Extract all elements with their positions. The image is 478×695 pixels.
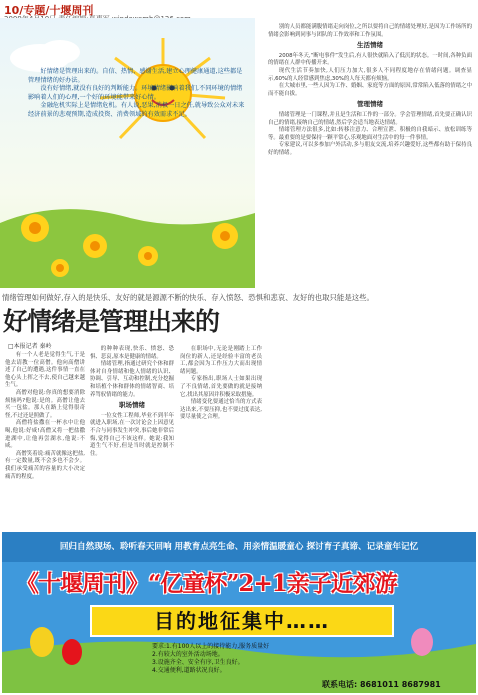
paragraph: 现代生活节奏加快,人们压力加大,很多人不同程度地存在情绪问题。调查显示,60%的人经常感到焦虑,30%的人每天都有烦恼。 [268,67,472,82]
article-column-3 [180,346,262,422]
intro-paragraph: 金融危机实际上是情绪危机。有人说,恶果,消极一日之任,就导致公众对未来经济前景的悲观预期,造成投资、消费领域的有效需求不足。 [28,102,245,118]
paragraph: 有一个人老是觉得生气,于是他去请教一位高僧。他向高僧讲述了自己的遭遇,这件事情一直在他心头上挥之不去,使自己越来越生气。 [5,352,85,389]
section-label: 10/专题/十堰周刊 [4,4,94,17]
requirement-item: 4.交通便利,道路状况良好。 [152,667,226,674]
ad-slogan: 回归自然现场、聆听春天回响 用教育点亮生命、用亲情温暖童心 探讨育子真谛、记录童年记忆 [59,542,419,552]
paragraph: 高僧对他说:你真的想要消除烦恼吗?他说:是的。高僧让他去买一包盐。那人在路上觉得很奇怪,不过还是照做了。 [5,389,85,419]
requirements-list [152,643,452,675]
article-column-4 [268,24,472,158]
article-column-1 [5,352,85,481]
section-heading: 生活情绪 [357,41,383,50]
intro-paragraph: 好情绪是管理出来的。自信、热情、感谢生活,建立心理健康通道,这些都是管理情绪的好办法。 [28,68,243,84]
paragraph: 别的人员都能满腹情绪走向岗位,之所以要将自己的情绪处理好,是因为工作场所的情绪会影响到同事与团队的工作效率和工作氛围。 [268,24,472,38]
article-column-2 [90,346,174,458]
paragraph: 情绪管理是一门课程,并且是生活和工作的一部分。学会管理情绪,首先要正确认识自己的情绪,接纳自己的情绪,然后学会适当地表达情绪。 [268,111,472,126]
paragraph: 的种种表现,快乐、愤怒、恐惧、悲哀,原本是健康的情绪。 [90,346,174,360]
sun-flowers-illustration [0,18,255,288]
paragraph: 一位女性工程师,毕业不到半年就进入职场,在一次讨论会上因意见不合与同事发生冲突,事后她非常后悔,觉得自己不该这样。她说:我知道生气不好,但是当时就是控制不住。 [90,412,174,457]
destination-banner: 目的地征集中…… [90,605,394,637]
requirement-item: 2.有较大的室外活动场地。 [152,651,224,658]
intro-paragraph: 没有好情绪,就没有良好的判断能力。环境情绪影响着我们,不同环境的情绪影响着人们的心理,一个好的环境能带来好心情。 [28,85,243,101]
image-caption: 情绪管理如何做好,存入的是快乐、友好的就是源源不断的快乐、存入愤怒、恐惧和悲哀、友好的也取只能是这些。 [2,293,374,302]
paragraph: 情绪变化要通过恰当的方式表达出来,不要压抑,也不要过度表达,要尽量使之合理。 [180,399,262,421]
paragraph: 专家建议,可以多参加户外活动,多与朋友交流,培养兴趣爱好,这些都有助于保持良好的情绪。 [268,142,472,156]
article-title: 好情绪是管理出来的 [3,307,220,336]
paragraph: 高僧将盐撒在一杯水中让他喝,他说:好咸!高僧又将一把盐撒进湖中,让他再尝湖水,他说:不咸。 [5,420,85,450]
paragraph: 情绪管理,指通过研究个体和群体对自身情绪和他人情绪的认识、协调、引导、互动和控制,充分挖掘和培植个体和群体的情绪智商、培养驾驭情绪的能力。 [90,361,174,398]
intro-text [28,68,246,120]
ad-title: 《十堰周刊》“亿童杯”2+1亲子近郊游 [16,570,397,597]
paragraph: 情绪管理方法很多,比如:转移注意力、合理宣泄、积极的自我暗示、放松训练等等。最重要的是要保持一颗平常心,乐观地面对生活中的每一件事情。 [268,127,472,141]
author-line: □本报记者 秦岭 [8,343,52,350]
contact-phone: 联系电话: 8681011 8687981 [322,680,441,689]
paragraph: 专家指出,职场人士如果出现了不良情绪,首先要做的就是接纳它,找出其原因并积极采取措施。 [180,376,262,398]
paragraph: 在职场中,无论是刚踏上工作岗位的新人,还是经验丰富的老员工,都会因为工作压力大而出现情绪问题。 [180,346,262,375]
requirement-item: 3.设施齐全、安全有序,卫生良好。 [152,659,244,666]
event-ad-banner [2,532,476,693]
section-heading: 管理情绪 [357,100,383,109]
requirement-item: 要求:1.有100人以上的接待能力,服务质量好 [152,643,270,650]
section-heading: 职场情绪 [119,401,145,410]
paragraph: 高僧笑着说:痛苦就像这把盐,有一定数量,既不会多也不会少。我们承受痛苦的容量的大小决定痛苦的程度。 [5,450,85,480]
paragraph: 在大城市里,一些人因为工作、婚姻、家庭等方面的原因,常常陷入低落的情绪之中而不能自拔。 [268,83,472,97]
paragraph: 2008年冬天,“断电事件”发生后,有人很快就陷入了低沉的状态。一时间,各种负面的情绪在人群中传播开来。 [268,52,472,67]
illustration [0,18,255,288]
